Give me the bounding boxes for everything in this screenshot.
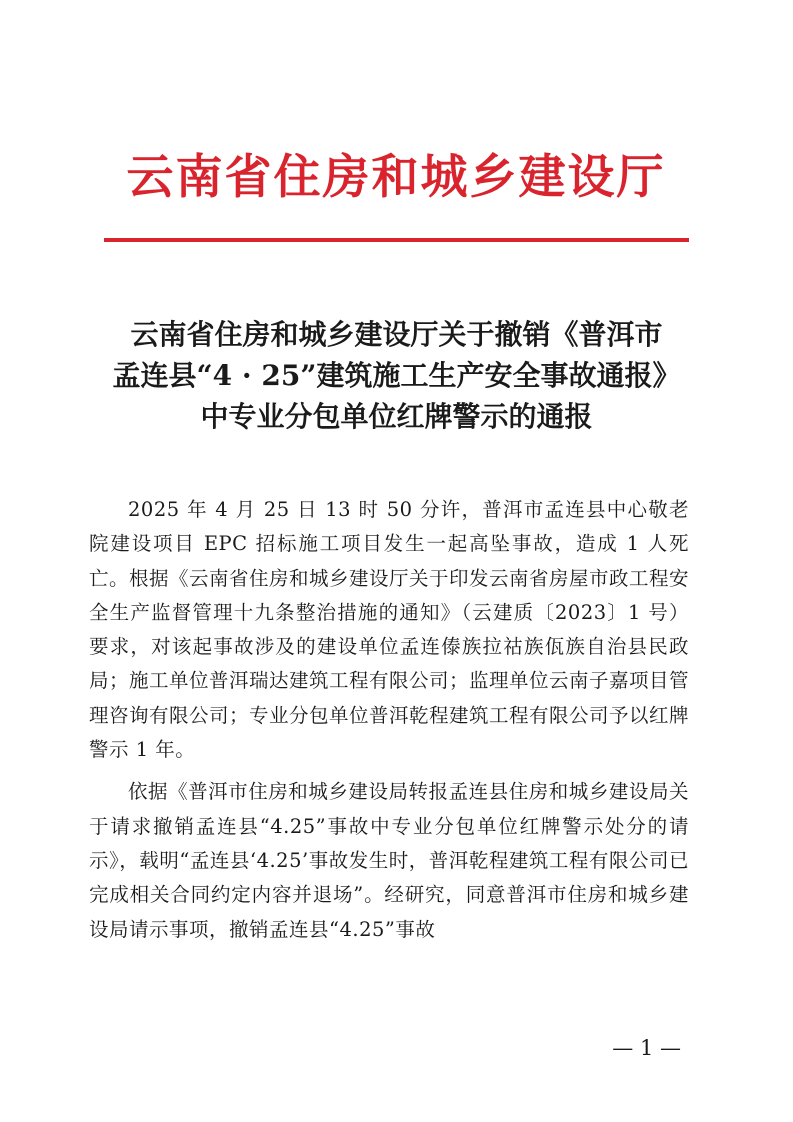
title-line-1: 云南省住房和城乡建设厅关于撤销《普洱市 bbox=[130, 318, 663, 351]
document-title bbox=[60, 314, 733, 437]
page-number: — 1 — bbox=[612, 1036, 681, 1060]
title-line-3: 中专业分包单位红牌警示的通报 bbox=[200, 400, 593, 433]
issuing-authority-masthead: 云南省住房和城乡建设厅 bbox=[126, 150, 666, 205]
body-paragraph: 2025 年 4 月 25 日 13 时 50 分许，普洱市孟连县中心敬老院建设项目 EPC 招标施工项目发生一起高坠事故，造成 1 人死亡。根据《云南省住房和城乡建设厅关于印发云南省房屋市政工程安全生产监督管理十九条整治措施的通知》（云建质〔2023〕1 号）要求，对该起事故涉及的建设单位孟连傣族拉祜族佤族自治县民政局；施工单位普洱瑞达建筑工程有限公司；监理单位云南子嘉项目管理咨询有限公司；专业分包单位普洱乾程建筑工程有限公司予以红牌警示 1 年。 bbox=[89, 498, 690, 762]
document-body bbox=[89, 493, 689, 955]
red-separator-line bbox=[104, 238, 689, 242]
title-line-2: 孟连县“4 · 25”建筑施工生产安全事故通报》 bbox=[112, 359, 681, 392]
body-paragraph: 依据《普洱市住房和城乡建设局转报孟连县住房和城乡建设局关于请求撤销孟连县“4.25”事故中专业分包单位红牌警示处分的请示》，载明“孟连县‘4.25’事故发生时，普洱乾程建筑工程有限公司已完成相关合同约定内容并退场”。经研究，同意普洱市住房和城乡建设局请示事项，撤销孟连县“4.25”事故 bbox=[89, 780, 689, 941]
